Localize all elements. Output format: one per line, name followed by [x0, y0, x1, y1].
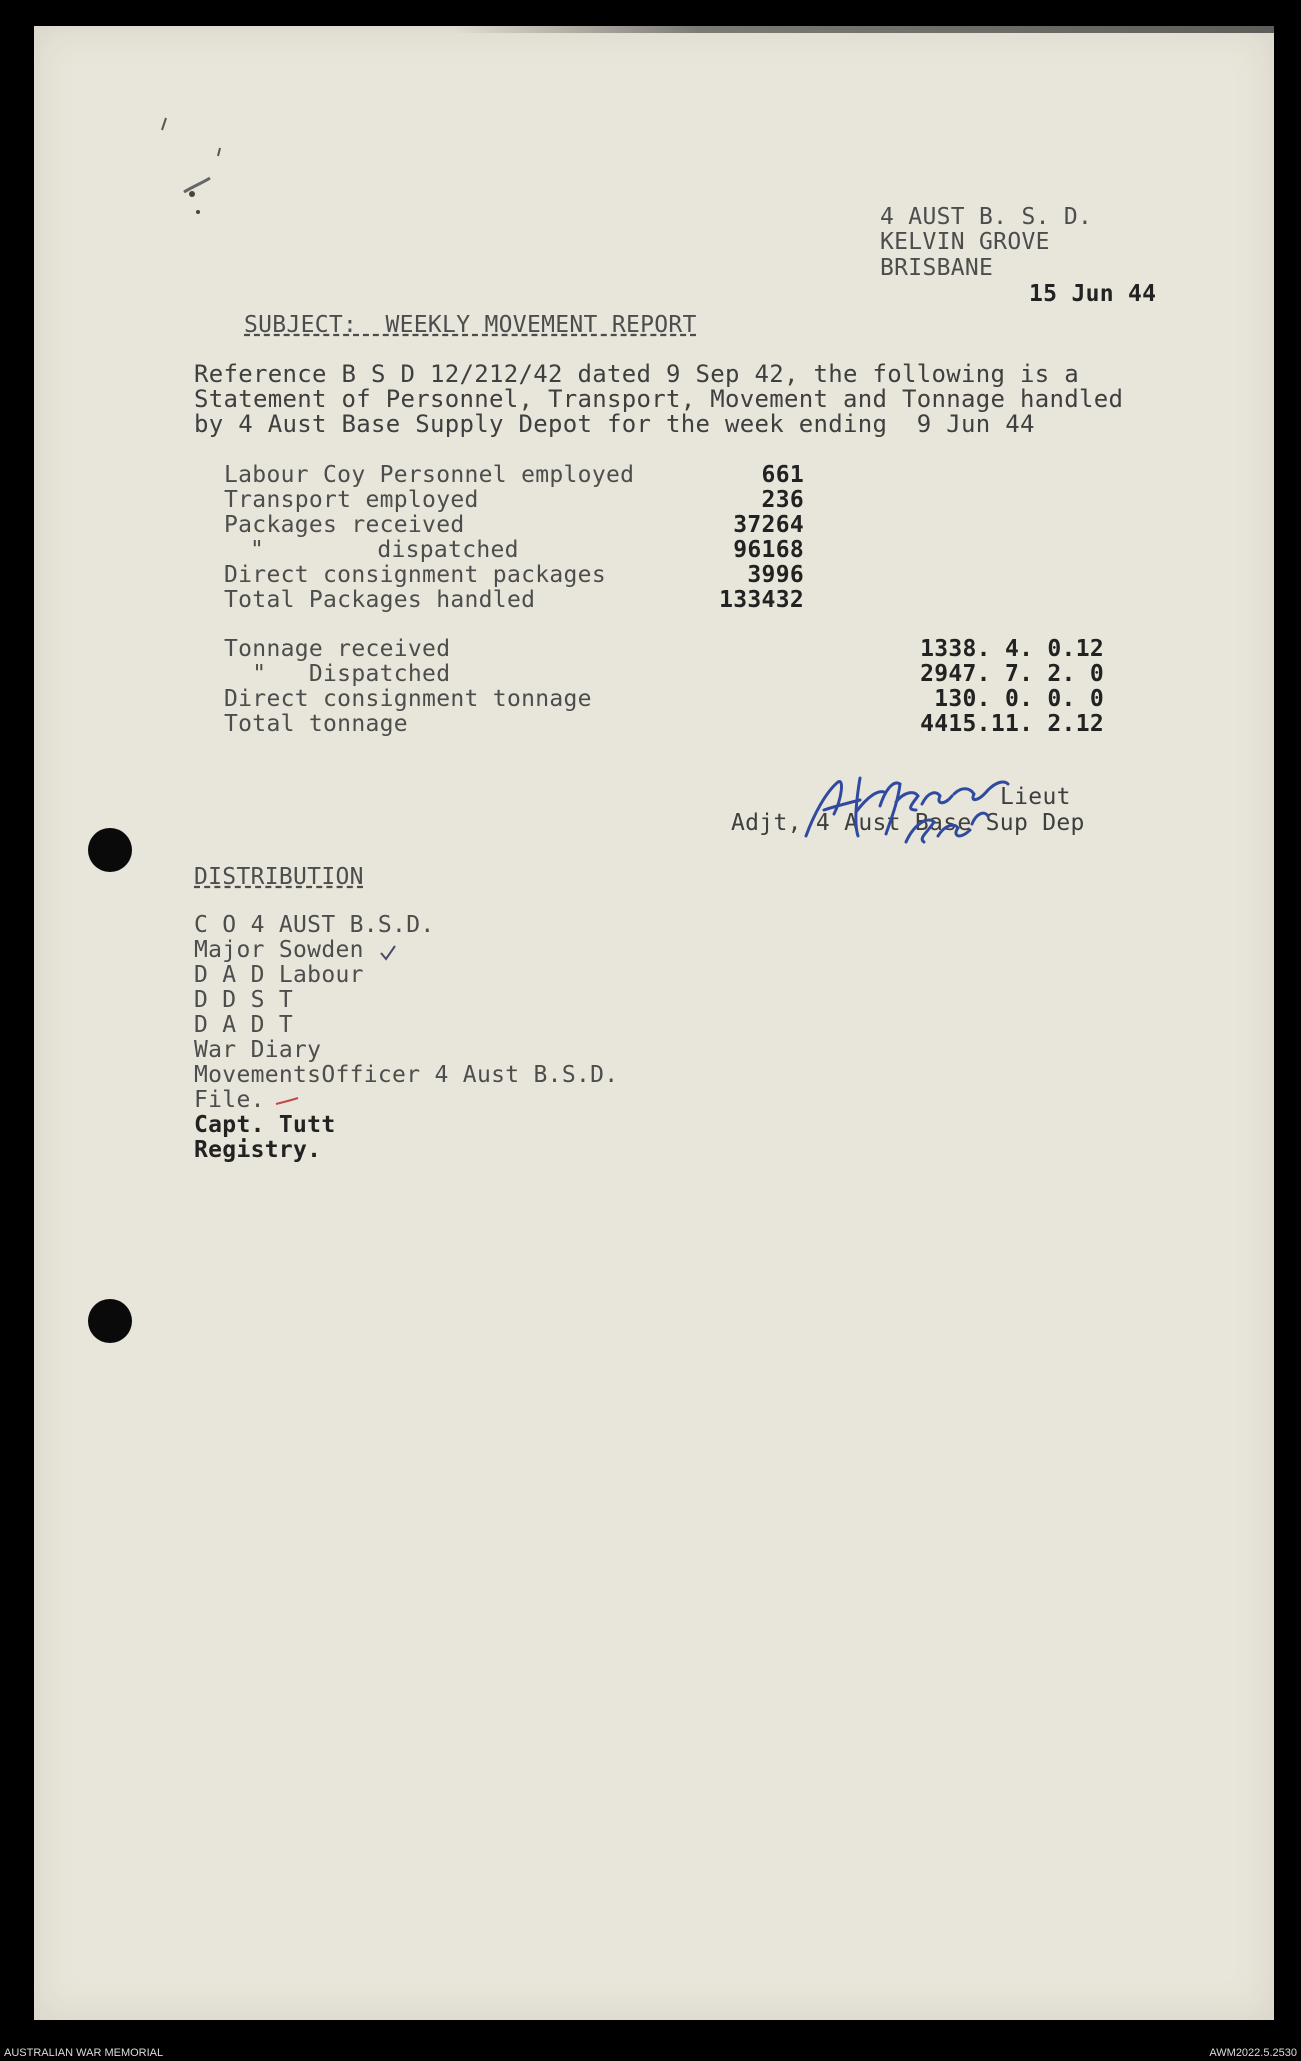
packages-label: Labour Coy Personnel employed: [224, 462, 635, 488]
tonnage-value: 4415.11. 2.12: [920, 711, 1104, 737]
tonnage-value: 130. 0. 0. 0: [934, 686, 1104, 712]
distribution-item: C O 4 AUST B.S.D.: [194, 912, 435, 938]
packages-value: 3996: [747, 562, 804, 588]
packages-label: Direct consignment packages: [224, 562, 606, 588]
tonnage-value: 2947. 7. 2. 0: [920, 661, 1104, 687]
packages-label: Packages received: [224, 512, 465, 538]
tonnage-label: Direct consignment tonnage: [224, 686, 592, 712]
tonnage-value: 1338. 4. 0.12: [920, 636, 1104, 662]
header-date: 15 Jun 44: [1029, 281, 1157, 307]
distribution-item: Capt. Tutt: [194, 1112, 336, 1138]
punch-hole: [88, 828, 132, 872]
header-city: BRISBANE: [880, 255, 994, 281]
tonnage-label: " Dispatched: [224, 661, 451, 687]
intro-line-3: by 4 Aust Base Supply Depot for the week ending 9 Jun 44: [194, 410, 1035, 438]
packages-value: 661: [761, 462, 804, 488]
signature-rank: Lieut: [1000, 784, 1071, 810]
distribution-item: Registry.: [194, 1137, 322, 1163]
header-unit: 4 AUST B. S. D.: [880, 204, 1093, 230]
intro-line-1: Reference B S D 12/212/42 dated 9 Sep 42, the following is a: [194, 360, 1079, 388]
red-pencil-mark-icon: [274, 1096, 300, 1106]
pin-marks-icon: [154, 112, 234, 232]
distribution-item: D A D Labour: [194, 962, 364, 988]
tonnage-label: Tonnage received: [224, 636, 451, 662]
packages-value: 96168: [733, 537, 804, 563]
distribution-item: MovementsOfficer 4 Aust B.S.D.: [194, 1062, 619, 1088]
packages-label: " dispatched: [250, 537, 519, 563]
distribution-item: D D S T: [194, 987, 294, 1013]
distribution-item: D A D T: [194, 1012, 294, 1038]
distribution-heading: DISTRIBUTION: [194, 864, 364, 890]
packages-value: 133432: [719, 587, 804, 613]
distribution-item: Major Sowden: [194, 937, 364, 963]
packages-value: 236: [761, 487, 804, 513]
intro-line-2: Statement of Personnel, Transport, Movement and Tonnage handled: [194, 385, 1124, 413]
tick-mark-icon: [379, 944, 397, 962]
distribution-item: File.: [194, 1087, 265, 1113]
handwritten-signature: [794, 744, 1044, 854]
page-edge-shadow: [454, 26, 1274, 33]
packages-label: Total Packages handled: [224, 587, 536, 613]
subject-line: SUBJECT: WEEKLY MOVEMENT REPORT: [244, 312, 697, 338]
footer-accession: AWM2022.5.2530: [1209, 2047, 1297, 2059]
document-page: [34, 26, 1274, 2020]
tonnage-label: Total tonnage: [224, 711, 408, 737]
header-place: KELVIN GROVE: [880, 229, 1050, 255]
packages-label: Transport employed: [224, 487, 479, 513]
footer-source: AUSTRALIAN WAR MEMORIAL: [4, 2047, 164, 2059]
signature-appointment: Adjt, 4 Aust Base Sup Dep: [731, 810, 1085, 836]
packages-value: 37264: [733, 512, 804, 538]
distribution-item: War Diary: [194, 1037, 322, 1063]
punch-hole: [88, 1299, 132, 1343]
